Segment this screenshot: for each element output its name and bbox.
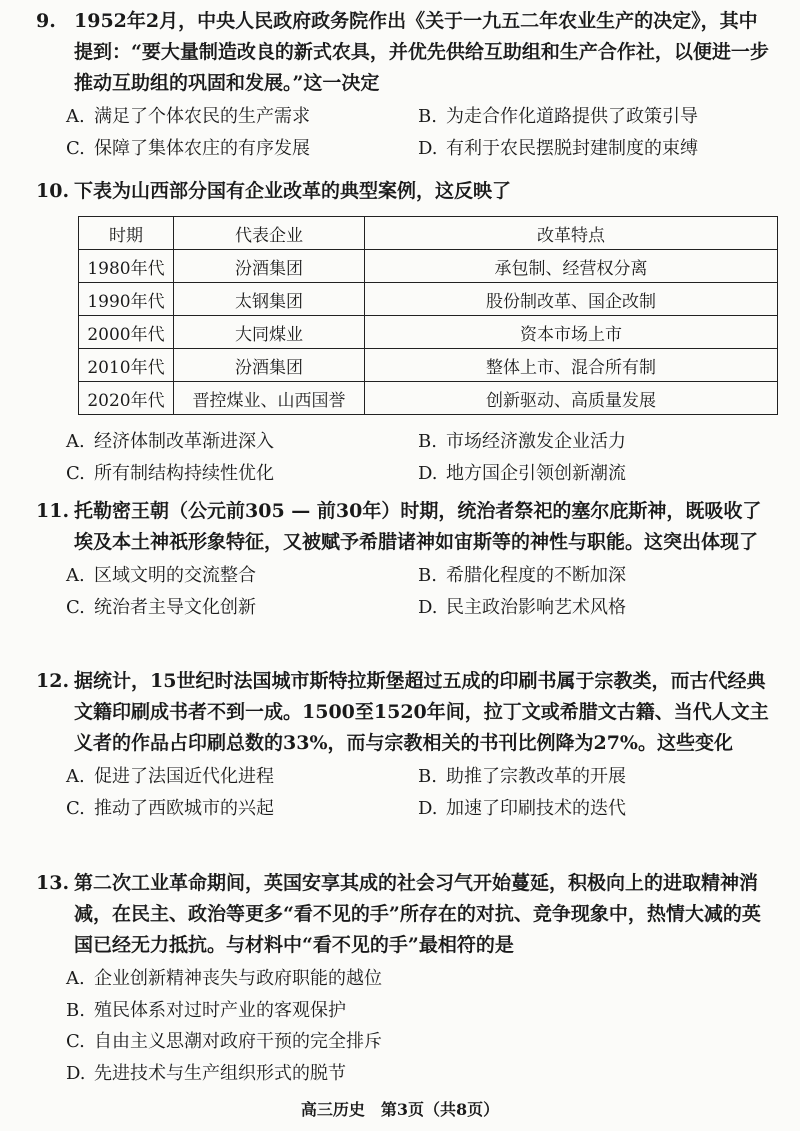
table-row [79,349,778,382]
stem-text: 据统计，15世纪时法国城市斯特拉斯堡超过五成的印刷书属于宗教类，而古代经典文籍印刷成书者不到一成。1500至1520年间，拉丁文或希腊文古籍、当代人文主义者的作品占印刷总数的33%，而与宗教相关的书刊比例降为27%。这些变化 [74,670,769,754]
table-cell: 晋控煤业、山西国誉 [174,382,365,415]
table-header: 时期 [79,217,174,250]
options [66,426,776,490]
reform-table [78,216,778,415]
question-number: 12. [36,670,70,692]
option-c[interactable]: C. 自由主义思潮对政府干预的完全排斥 [66,1031,382,1052]
option-c[interactable]: C. 所有制结构持续性优化 [66,463,274,484]
option-d[interactable]: D. 加速了印刷技术的迭代 [418,798,626,819]
option-b[interactable]: B. 助推了宗教改革的开展 [418,766,626,787]
option-b[interactable]: B. 殖民体系对过时产业的客观保护 [66,999,346,1021]
question-9 [36,6,776,165]
table-cell: 创新驱动、高质量发展 [365,382,778,415]
option-b[interactable]: B. 市场经济激发企业活力 [418,431,626,452]
table-header: 改革特点 [365,217,778,250]
option-b[interactable]: B. 希腊化程度的不断加深 [418,565,626,586]
option-d[interactable]: D. 有利于农民摆脱封建制度的束缚 [418,138,698,159]
question-number: 9. [36,10,56,32]
question-12 [36,666,776,825]
table-cell: 2010年代 [79,349,174,382]
stem-text: 下表为山西部分国有企业改革的典型案例，这反映了 [74,180,512,202]
option-a[interactable]: A. 区域文明的交流整合 [66,565,256,586]
question-stem [36,6,776,99]
options [66,761,776,825]
page-footer: 高三历史 第3页（共8页） [300,1100,500,1119]
question-stem [36,176,776,207]
table-row [79,250,778,283]
option-a[interactable]: A. 经济体制改革渐进深入 [66,431,274,452]
table-row [79,382,778,415]
option-d[interactable]: D. 先进技术与生产组织形式的脱节 [66,1062,346,1084]
table-cell: 1990年代 [79,283,174,316]
question-stem [36,868,776,961]
options [66,101,776,165]
option-c[interactable]: C. 推动了西欧城市的兴起 [66,798,274,819]
options [66,963,776,1089]
table-cell: 汾酒集团 [174,250,365,283]
option-a[interactable]: A. 企业创新精神丧失与政府职能的越位 [66,968,382,989]
option-c[interactable]: C. 保障了集体农庄的有序发展 [66,138,310,159]
table-cell: 股份制改革、国企改制 [365,283,778,316]
table-row [79,283,778,316]
option-b[interactable]: B. 为走合作化道路提供了政策引导 [418,106,698,127]
question-10-options [36,426,776,490]
table-cell: 太钢集团 [174,283,365,316]
options [66,560,776,624]
question-stem [36,666,776,759]
table-cell: 2020年代 [79,382,174,415]
table-cell: 大同煤业 [174,316,365,349]
option-a[interactable]: A. 满足了个体农民的生产需求 [66,106,310,127]
question-number: 13. [36,872,70,894]
table-header-row [79,217,778,250]
stem-text: 1952年2月，中央人民政府政务院作出《关于一九五二年农业生产的决定》，其中提到：“要大量制造改良的新式农具，并优先供给互助组和生产合作社，以便进一步推动互助组的巩固和发展。”这一决定 [74,10,769,94]
table-cell: 1980年代 [79,250,174,283]
table-cell: 承包制、经营权分离 [365,250,778,283]
table-header: 代表企业 [174,217,365,250]
question-stem [36,496,776,558]
question-11 [36,496,776,624]
question-10 [36,176,776,207]
option-d[interactable]: D. 地方国企引领创新潮流 [418,463,626,484]
stem-text: 第二次工业革命期间，英国安享其成的社会习气开始蔓延，积极向上的进取精神消减，在民主、政治等更多“看不见的手”所存在的对抗、竞争现象中，热情大减的英国已经无力抵抗。与材料中“看不见的手”最相符的是 [74,872,761,956]
question-number: 11. [36,500,70,522]
table-cell: 资本市场上市 [365,316,778,349]
option-c[interactable]: C. 统治者主导文化创新 [66,597,256,618]
table-cell: 整体上市、混合所有制 [365,349,778,382]
option-d[interactable]: D. 民主政治影响艺术风格 [418,597,626,618]
table-row [79,316,778,349]
question-number: 10. [36,180,70,202]
question-13 [36,868,776,1089]
stem-text: 托勒密王朝（公元前305 — 前30年）时期，统治者祭祀的塞尔庇斯神，既吸收了埃及本土神祇形象特征，又被赋予希腊诸神如宙斯等的神性与职能。这突出体现了 [74,500,762,553]
table-cell: 汾酒集团 [174,349,365,382]
table-cell: 2000年代 [79,316,174,349]
option-a[interactable]: A. 促进了法国近代化进程 [66,766,274,787]
